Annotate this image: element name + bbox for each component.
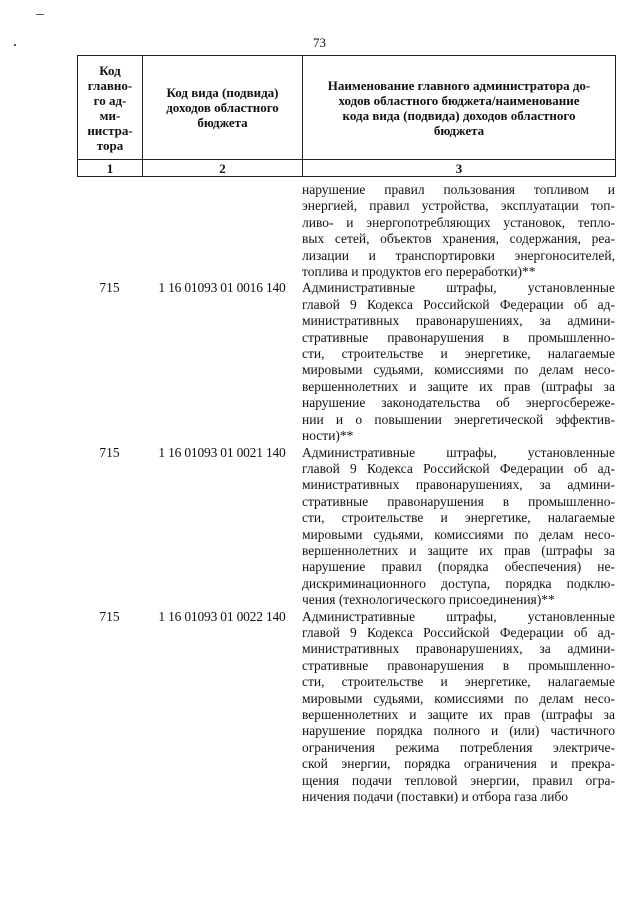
description-line: нарушение правил (порядка обеспечения) не- <box>302 559 615 575</box>
description-line: мировыми судьями, комиссиями по делам несо- <box>302 690 615 706</box>
description-line: стративные правонарушения в промышленно- <box>302 657 615 673</box>
header-line: нистра- <box>87 122 133 138</box>
admin-code-cell: 715 <box>99 280 120 296</box>
header-line: Код вида (подвида) <box>166 85 279 100</box>
description-line: ничения подачи (поставки) и отбора газа либо <box>302 789 569 805</box>
description-line: нарушение правил пользования топливом и <box>302 182 615 197</box>
description-line: сти, строительстве и энергетике, налагаемые <box>302 346 615 362</box>
description-line: вершеннолетних и защите их прав (штрафы за <box>302 378 615 394</box>
income-code-cell: 1 16 01093 01 0021 140 <box>158 444 286 460</box>
header-admin-code <box>78 56 143 160</box>
description-line: мировыми судьями, комиссиями по делам несо- <box>302 362 615 378</box>
description-line: вершеннолетних и защите их прав (штрафы за <box>302 707 615 722</box>
income-code-cell: 1 16 01093 01 0016 140 <box>158 280 286 296</box>
income-code-cell: 1 16 01093 01 0022 140 <box>158 608 286 624</box>
column-number-2: 2 <box>143 160 303 177</box>
page-number: 73 <box>313 35 326 50</box>
description-line: чения (технологического присоединения)** <box>302 592 555 608</box>
table-row <box>77 182 615 280</box>
scan-mark <box>36 14 44 15</box>
table-row <box>77 280 615 444</box>
column-number-3: 3 <box>303 160 616 177</box>
table-body <box>77 182 615 805</box>
description-line: ограничения режима потребления электриче- <box>302 739 615 755</box>
description-line: стративные правонарушения в промышленно- <box>302 493 615 509</box>
description-cell <box>302 280 615 444</box>
table-header <box>77 55 616 177</box>
column-number-1: 1 <box>78 160 143 177</box>
header-line: тора <box>96 137 124 153</box>
description-line: вершеннолетних и защите их прав (штрафы за <box>302 542 615 558</box>
description-line: министративных правонарушениях, за админи- <box>302 313 615 329</box>
header-line: бюджета <box>433 122 485 138</box>
header-line: ходов областного бюджета/наименование <box>338 92 580 108</box>
description-line: ливо- и энергопотребляющих установок, тепло- <box>302 214 615 230</box>
description-cell <box>302 609 615 806</box>
description-line: энергией, правил устройства, эксплуатации топ- <box>302 198 615 214</box>
header-line: бюджета <box>197 115 248 130</box>
header-name <box>303 56 616 160</box>
description-line: нии и о повышении энергетической эффектив- <box>302 411 615 427</box>
description-line: мировыми судьями, комиссиями по делам несо- <box>302 526 615 542</box>
description-line: главой 9 Кодекса Российской Федерации об ад- <box>302 460 615 476</box>
header-line: доходов областного <box>166 100 279 115</box>
description-line: министративных правонарушениях, за админи- <box>302 641 615 657</box>
description-line: Административные штрафы, установленные <box>302 280 615 296</box>
description-line: министративных правонарушениях, за админи- <box>302 477 615 493</box>
table-row <box>77 445 615 609</box>
description-line: ской энергии, порядка ограничения и прекра- <box>302 756 615 772</box>
description-line: главой 9 Кодекса Российской Федерации об ад- <box>302 296 615 312</box>
description-line: стративные правонарушения в промышленно- <box>302 329 615 345</box>
description-cell <box>302 445 615 609</box>
description-line: нарушение законодательства об энергосбереже- <box>302 395 615 411</box>
admin-code-cell: 715 <box>99 608 120 624</box>
description-line: щения подачи тепловой энергии, правил огра- <box>302 772 615 788</box>
description-line: Административные штрафы, установленные <box>302 444 615 460</box>
admin-code-cell: 715 <box>99 444 120 460</box>
header-line: главно- <box>87 77 133 93</box>
description-line: вых сетей, объектов хранения, содержания, реа- <box>302 231 615 247</box>
description-line: нарушение порядка полного и (или) частичного <box>302 723 615 739</box>
description-line: лизации и транспортировки энергоносителей, <box>302 247 615 263</box>
description-line: сти, строительстве и энергетике, налагаемые <box>302 674 615 690</box>
description-cell <box>302 182 615 280</box>
description-line: Административные штрафы, установленные <box>302 608 615 624</box>
description-line: главой 9 Кодекса Российской Федерации об ад- <box>302 624 615 640</box>
description-line: топлива и продуктов его переработки)** <box>302 264 536 280</box>
table-row <box>77 609 615 806</box>
header-line: го ад- <box>93 92 127 108</box>
header-line: Код <box>99 62 121 78</box>
header-income-code <box>143 56 303 160</box>
description-line: дискриминационного доступа, порядка подклю- <box>302 575 615 591</box>
header-line: Наименование главного администратора до- <box>327 77 591 93</box>
description-line: ности)** <box>302 428 354 444</box>
header-line: кода вида (подвида) доходов областного <box>342 107 576 123</box>
header-line: ми- <box>99 107 121 123</box>
description-line: сти, строительстве и энергетике, налагаемые <box>302 510 615 526</box>
